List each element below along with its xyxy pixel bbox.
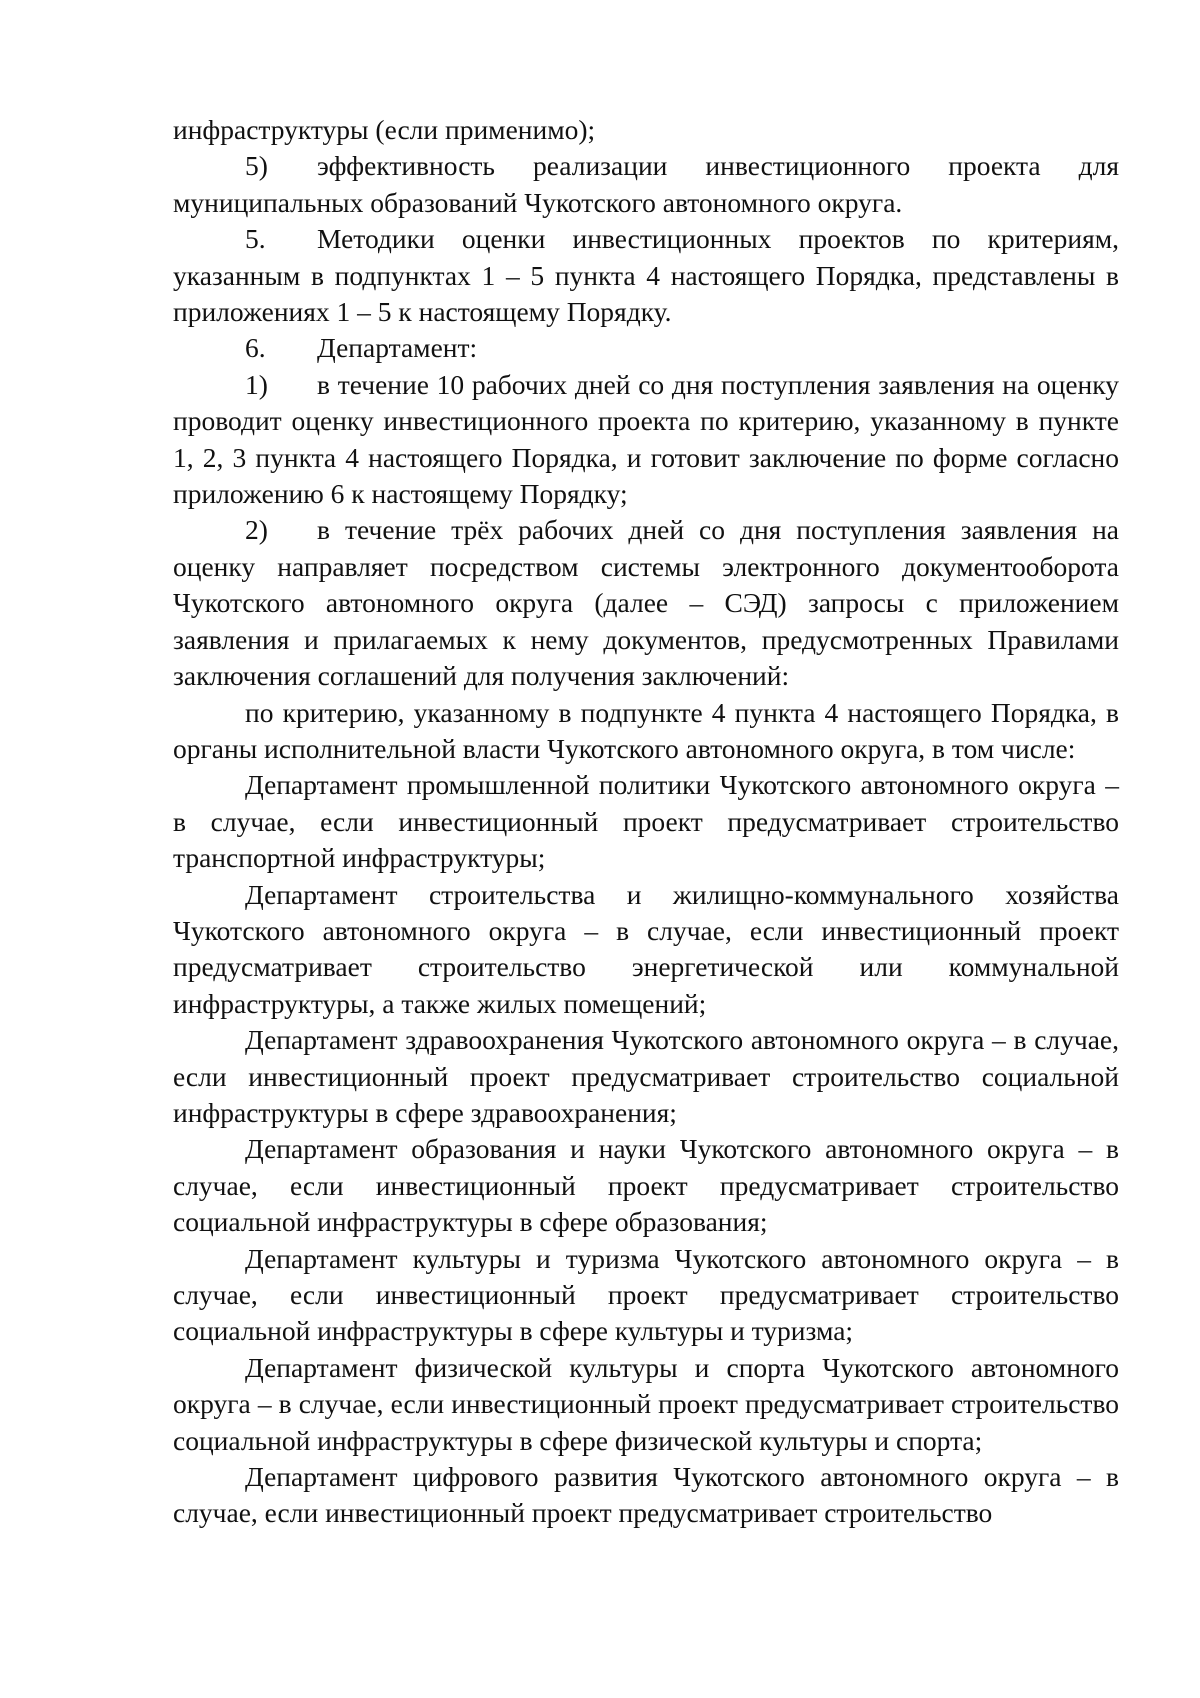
paragraph-text: инфраструктуры (если применимо);	[173, 114, 596, 145]
paragraph-criterion	[173, 695, 1119, 768]
paragraph-dept-education	[173, 1131, 1119, 1240]
paragraph-text: в течение 10 рабочих дней со дня поступления заявления на оценку проводит оценку инвестиционного проекта по критерию, указанному в пункте 1, 2, 3 пункта 4 настоящего Порядка, и готовит заключение по форме согласно приложению 6 к настоящему Порядку;	[173, 368, 1119, 510]
paragraph-dept-health	[173, 1022, 1119, 1131]
paragraph-dept-culture	[173, 1241, 1119, 1350]
paragraph-text: Департамент цифрового развития Чукотского автономного округа – в случае, если инвестиционный проект предусматривает строительство	[173, 1461, 1119, 1529]
document-body	[173, 112, 1119, 1532]
paragraph-dept-construction	[173, 877, 1119, 1023]
paragraph-text: Методики оценки инвестиционных проектов по критериям, указанным в подпунктах 1 – 5 пункта 4 настоящего Порядка, представлены в приложениях 1 – 5 к настоящему Порядку.	[173, 223, 1119, 328]
paragraph-text: Департамент культуры и туризма Чукотского автономного округа – в случае, если инвестиционный проект предусматривает строительство социальной инфраструктуры в сфере культуры и туризма;	[173, 1242, 1119, 1347]
list-item-1	[173, 367, 1119, 513]
clause-5	[173, 221, 1119, 330]
paragraph-continuation	[173, 112, 1119, 148]
paragraph-text: эффективность реализации инвестиционного проекта для муниципальных образований Чукотского автономного округа.	[173, 150, 1119, 218]
paragraph-text: Департамент физической культуры и спорта Чукотского автономного округа – в случае, если инвестиционный проект предусматривает строительство социальной инфраструктуры в сфере физической культуры и спорта;	[173, 1351, 1119, 1456]
paragraph-text: Департамент строительства и жилищно-коммунального хозяйства Чукотского автономного округа – в случае, если инвестиционный проект предусматривает строительство энергетической или коммунальной инфраструктуры, а также жилых помещений;	[173, 878, 1119, 1019]
item-number: 2)	[245, 514, 268, 546]
list-item-5	[173, 148, 1119, 221]
list-item-2	[173, 512, 1119, 694]
item-number: 5)	[245, 150, 268, 182]
paragraph-text: Департамент образования и науки Чукотского автономного округа – в случае, если инвестиционный проект предусматривает строительство социальной инфраструктуры в сфере образования;	[173, 1133, 1119, 1238]
item-number: 6.	[245, 332, 266, 364]
clause-6	[173, 330, 1119, 366]
paragraph-dept-industry	[173, 767, 1119, 876]
paragraph-text: Департамент здравоохранения Чукотского автономного округа – в случае, если инвестиционный проект предусматривает строительство социальной инфраструктуры в сфере здравоохранения;	[173, 1024, 1119, 1128]
paragraph-text: Департамент:	[317, 332, 478, 364]
paragraph-text: по критерию, указанному в подпункте 4 пункта 4 настоящего Порядка, в органы исполнительной власти Чукотского автономного округа, в том числе:	[173, 696, 1119, 764]
item-number: 5.	[245, 223, 266, 255]
paragraph-text: Департамент промышленной политики Чукотского автономного округа – в случае, если инвестиционный проект предусматривает строительство транспортной инфраструктуры;	[173, 769, 1119, 874]
item-number: 1)	[245, 368, 268, 400]
paragraph-dept-sport	[173, 1350, 1119, 1459]
paragraph-text: в течение трёх рабочих дней со дня поступления заявления на оценку направляет посредством системы электронного документооборота Чукотского автономного округа (далее – СЭД) запросы с приложением заявления и прилагаемых к нему документов, предусмотренных Правилами заключения соглашений для получения заключений:	[173, 514, 1119, 692]
paragraph-dept-digital	[173, 1459, 1119, 1532]
